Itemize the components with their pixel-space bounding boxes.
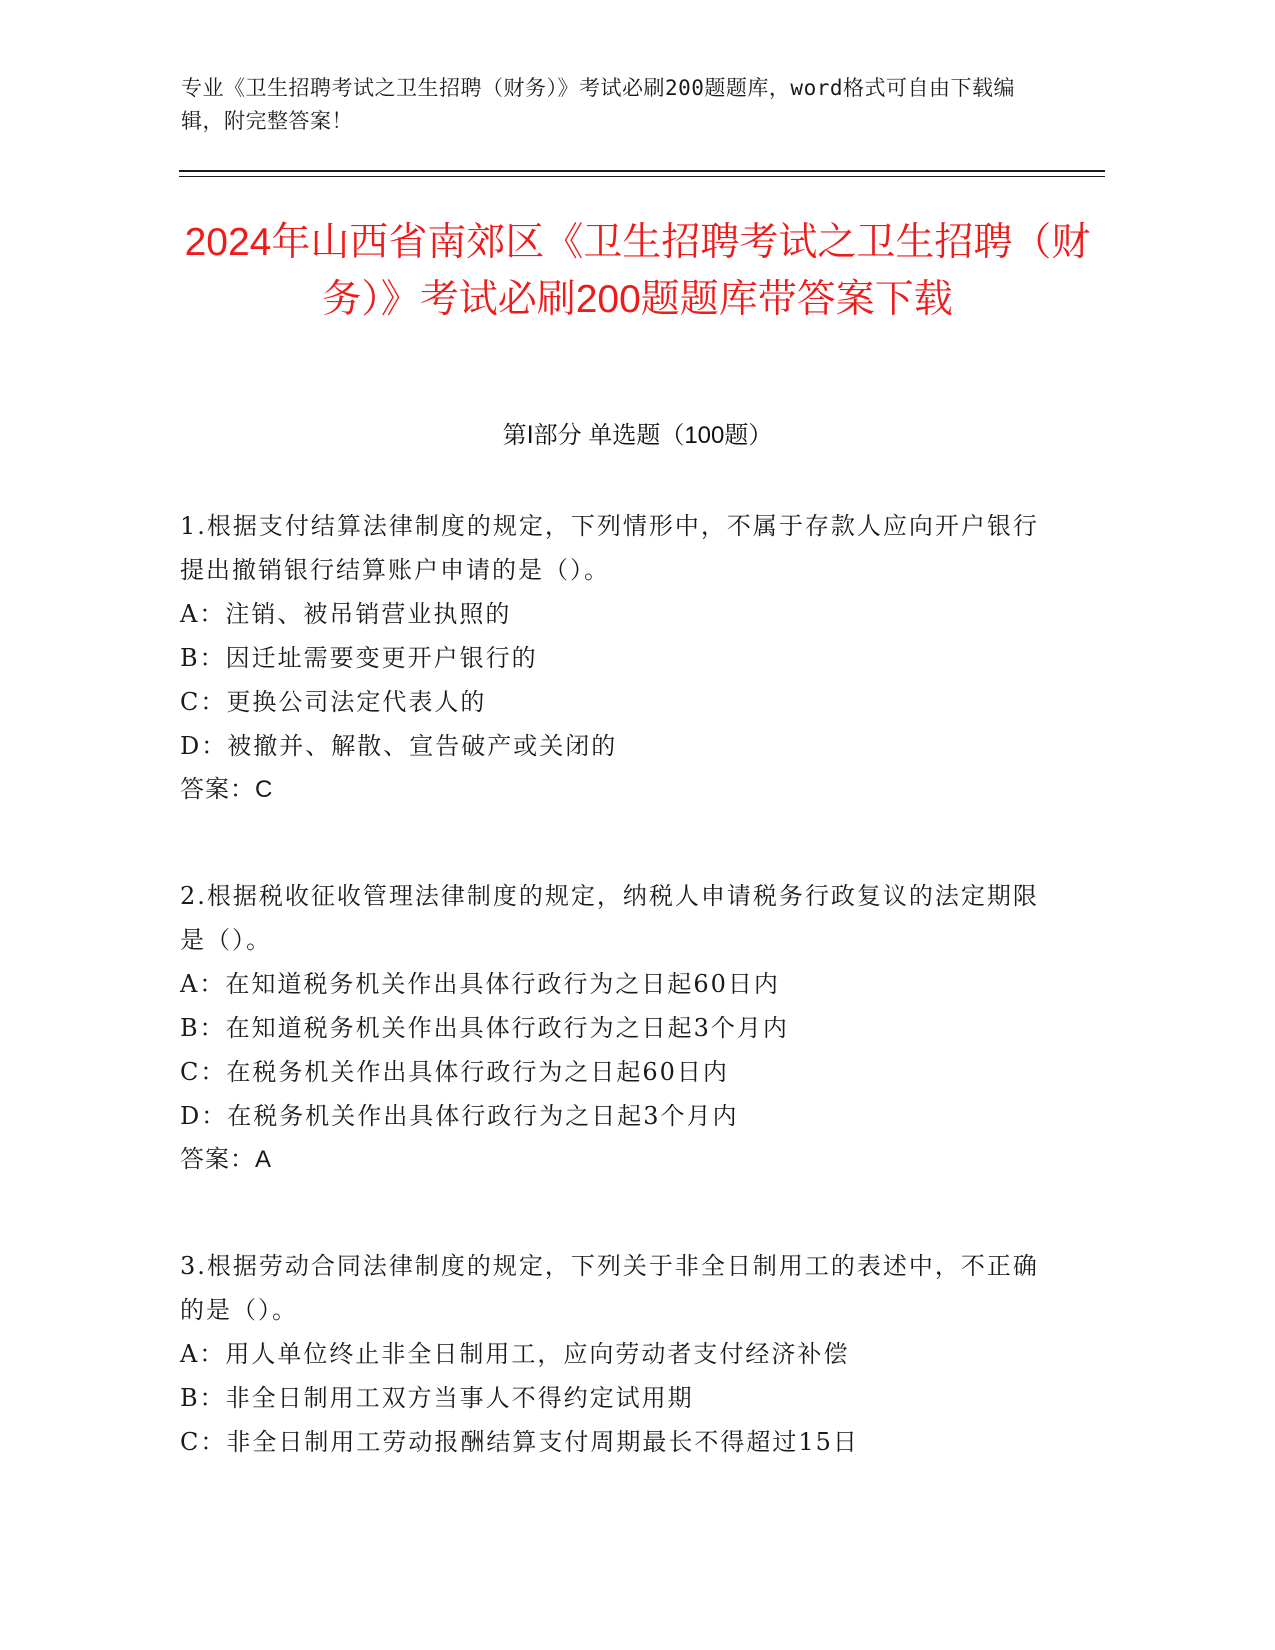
question-option-c: C：更换公司法定代表人的 bbox=[180, 688, 487, 716]
question-option-d: D：被撤并、解散、宣告破产或关闭的 bbox=[180, 732, 618, 760]
question-option-a: A：用人单位终止非全日制用工，应向劳动者支付经济补偿 bbox=[180, 1340, 850, 1368]
question-stem: 3.根据劳动合同法律制度的规定，下列关于非全日制用工的表述中，不正确的是（）。 bbox=[180, 1252, 1039, 1324]
header-divider-thick bbox=[179, 170, 1105, 172]
question-option-b: B：因迁址需要变更开户银行的 bbox=[180, 644, 538, 672]
question-item bbox=[180, 874, 1040, 1182]
question-item bbox=[180, 1244, 1040, 1464]
question-stem: 1.根据支付结算法律制度的规定，下列情形中，不属于存款人应向开户银行提出撤销银行结算账户申请的是（）。 bbox=[180, 512, 1039, 584]
question-option-c: C：非全日制用工劳动报酬结算支付周期最长不得超过15日 bbox=[180, 1428, 859, 1456]
question-option-b: B：在知道税务机关作出具体行政行为之日起3个月内 bbox=[180, 1014, 789, 1042]
section-heading: 第Ⅰ部分 单选题（100题） bbox=[502, 422, 773, 449]
question-option-d: D：在税务机关作出具体行政行为之日起3个月内 bbox=[180, 1102, 739, 1130]
header-note: 专业《卫生招聘考试之卫生招聘（财务）》考试必刷200题题库，word格式可自由下载编辑，附完整答案！ bbox=[181, 76, 1015, 133]
question-answer: 答案：C bbox=[180, 776, 274, 803]
question-option-c: C：在税务机关作出具体行政行为之日起60日内 bbox=[180, 1058, 729, 1086]
document-title: 2024年山西省南郊区《卫生招聘考试之卫生招聘（财务）》考试必刷200题题库带答案下载 bbox=[184, 221, 1091, 321]
question-answer: 答案：A bbox=[180, 1146, 273, 1173]
question-item bbox=[180, 504, 1040, 812]
header-divider-thin bbox=[179, 176, 1105, 177]
question-stem: 2.根据税收征收管理法律制度的规定，纳税人申请税务行政复议的法定期限是（）。 bbox=[180, 882, 1039, 954]
question-option-a: A：在知道税务机关作出具体行政行为之日起60日内 bbox=[180, 970, 780, 998]
question-option-b: B：非全日制用工双方当事人不得约定试用期 bbox=[180, 1384, 694, 1412]
question-option-a: A：注销、被吊销营业执照的 bbox=[180, 600, 512, 628]
question-list bbox=[180, 504, 1040, 1526]
